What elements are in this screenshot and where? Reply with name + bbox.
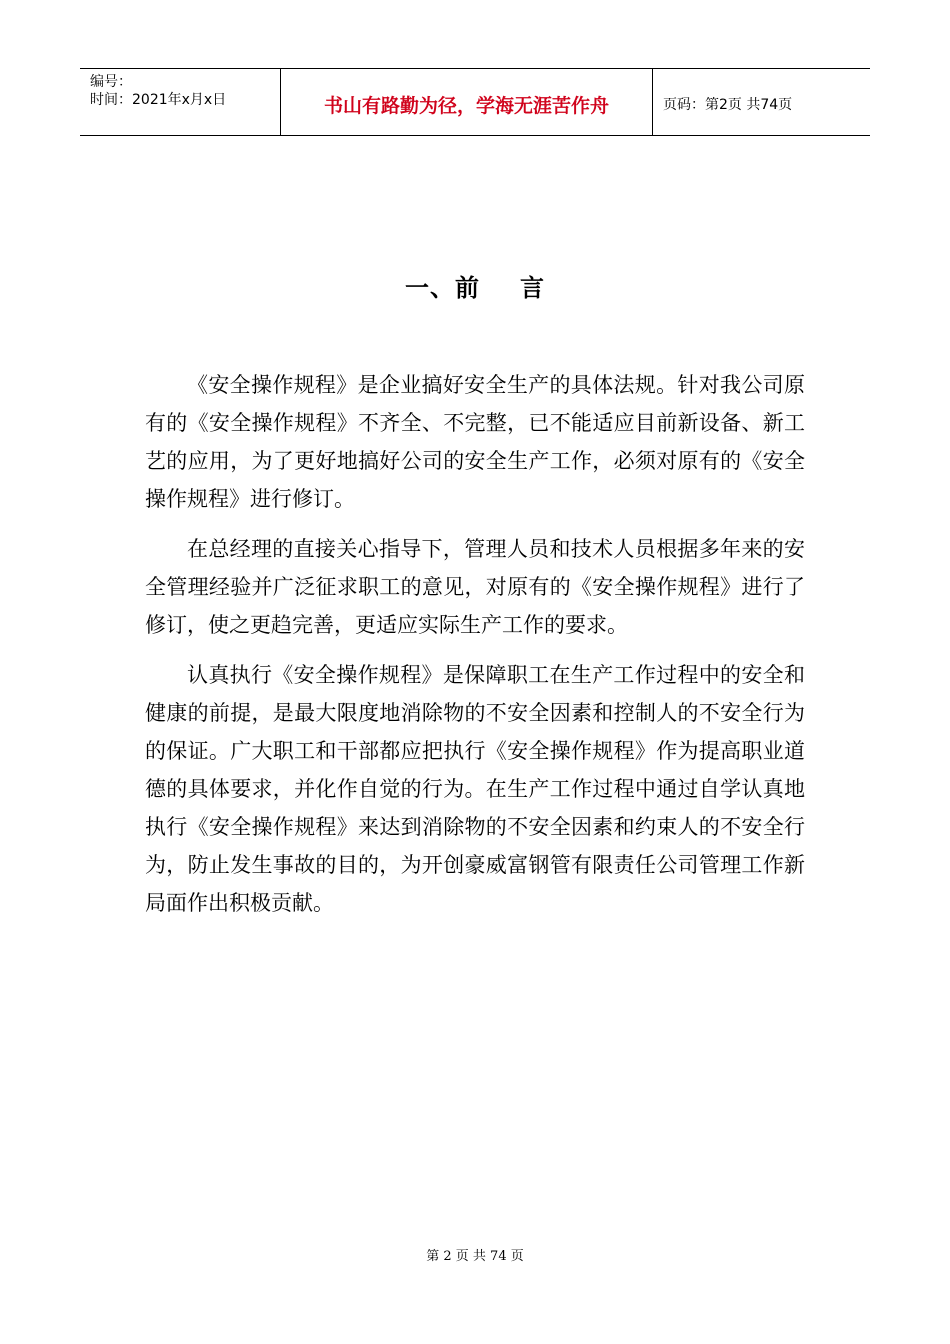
paragraph: 认真执行《安全操作规程》是保障职工在生产工作过程中的安全和健康的前提，是最大限度地消除物的不安全因素和控制人的不安全行为的保证。广大职工和干部都应把执行《安全操作规程》作为提高职业道德的具体要求，并化作自觉的行为。在生产工作过程中通过自学认真地执行《安全操作规程》来达到消除物的不安全因素和约束人的不安全行为，防止发生事故的目的，为开创豪威富钢管有限责任公司管理工作新局面作出积极贡献。: [145, 663, 805, 915]
section-title-part1: 一、前: [405, 274, 480, 302]
page-footer: [0, 1245, 950, 1264]
paragraph: 在总经理的直接关心指导下，管理人员和技术人员根据多年来的安全管理经验并广泛征求职工的意见，对原有的《安全操作规程》进行了修订，使之更趋完善，更适应实际生产工作的要求。: [145, 537, 805, 637]
document-body: [145, 366, 805, 922]
motto-text: 书山有路勤为径，学海无涯苦作舟: [323, 94, 609, 117]
number-label: 编号：: [90, 74, 132, 90]
header-table: [80, 68, 870, 136]
header-motto-cell: [281, 69, 653, 135]
section-title-part2: 言: [520, 274, 545, 302]
paragraph: 《安全操作规程》是企业搞好安全生产的具体法规。针对我公司原有的《安全操作规程》不齐全、不完整，已不能适应目前新设备、新工艺的应用，为了更好地搞好公司的安全生产工作，必须对原有的《安全操作规程》进行修订。: [145, 373, 805, 511]
footer-page-number: 第 2 页 共 74 页: [426, 1249, 524, 1264]
section-title: [0, 268, 950, 303]
header-meta-cell: [80, 69, 281, 135]
header-page-cell: [653, 69, 870, 135]
page-info: 页码：第2页 共74页: [663, 97, 793, 113]
time-label: 时间：2021年x月x日: [90, 92, 227, 108]
